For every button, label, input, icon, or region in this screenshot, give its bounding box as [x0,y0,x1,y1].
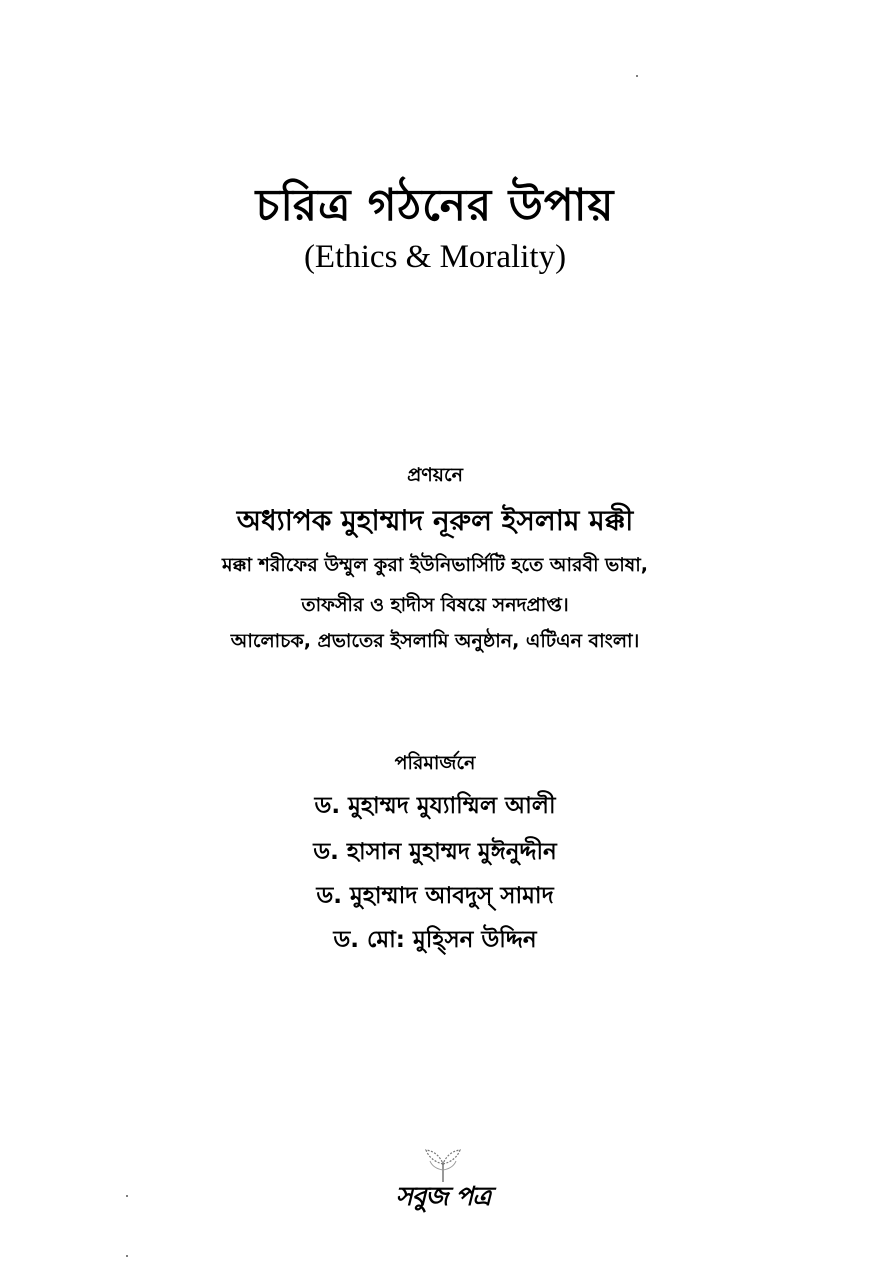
book-title: চরিত্র গঠনের উপায় [255,180,615,231]
author-label: প্রণয়নে [407,464,463,486]
editor-name: ড. মুহাম্মদ মুয্যাম্মিল আলী [314,793,556,819]
editor-name: ড. মো: মুহ্সিন উদ্দিন [333,927,537,953]
book-subtitle: (Ethics & Morality) [303,239,567,275]
editor-name: ড. মুহাম্মাদ আবদুস্ সামাদ [316,883,554,909]
author-description-line: তাফসীর ও হাদীস বিষয়ে সনদপ্রাপ্ত। [301,594,569,616]
scan-speck [126,1255,128,1257]
leaf-sprout-icon [420,1148,466,1182]
publisher-logo-text: সবুজ পত্র [395,1182,491,1212]
author-name: অধ্যাপক মুহাম্মাদ নূরুল ইসলাম মক্কী [236,504,634,537]
editor-name: ড. হাসান মুহাম্মদ মুঈনুদ্দীন [313,839,557,865]
author-description-line: আলোচক, প্রভাতের ইসলামি অনুষ্ঠান, এটিএন বাংলা। [230,630,640,652]
author-description-line: মক্কা শরীফের উম্মুল কুরা ইউনিভার্সিটি হতে আরবী ভাষা, [221,554,649,576]
scan-speck [126,1195,128,1197]
publisher-logo [388,1148,498,1220]
editors-label: পরিমার্জনে [394,752,476,774]
scan-speck [636,75,638,77]
